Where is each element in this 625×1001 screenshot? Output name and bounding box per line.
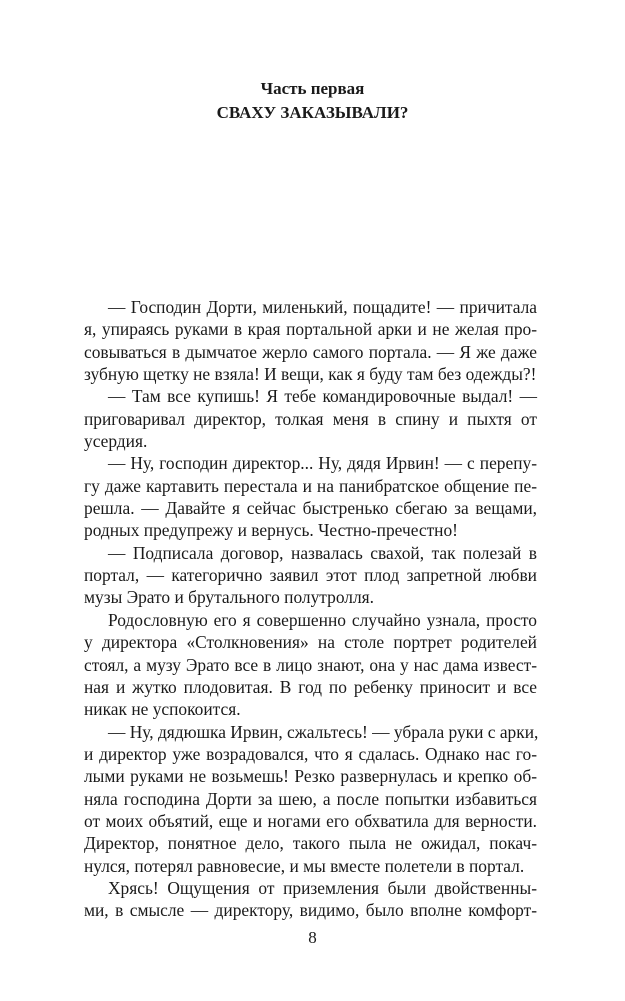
text-line: — Господин Дорти, миленький, пощадите! — причитала: [108, 297, 537, 317]
text-line: — Ну, дядюшка Ирвин, сжальтесь! — убрала руки с арки,: [108, 721, 539, 742]
text-line: ная и жутко плодовитая. В год по ребенку приносит и все: [84, 676, 537, 697]
text-line: ми, в смысле — директору, видимо, было вполне комфорт-: [84, 900, 537, 921]
part-label: Часть первая: [260, 79, 365, 98]
text-line: решла. — Давайте я сейчас быстренько сбегаю за вещами,: [84, 498, 537, 519]
body-text: [84, 296, 537, 922]
text-line: — Ну, господин директор... Ну, дядя Ирвин! — с перепу-: [108, 453, 537, 474]
text-line: портал, — категорично заявил этот плод запретной любви: [84, 565, 537, 586]
text-line: никак не успокоится.: [84, 699, 241, 720]
text-line: Хрясь! Ощущения от приземления были двойственны-: [108, 877, 537, 898]
text-line: гу даже картавить перестала и на панибратское общение пе-: [84, 475, 537, 496]
text-line: — Там все купишь! Я тебе командировочные выдал! —: [108, 386, 537, 407]
text-line: приговаривал директор, толкая меня в спину и пыхтя от: [84, 408, 537, 429]
text-line: родных предупрежу и вернусь. Честно-пречестно!: [84, 520, 458, 541]
text-line: я, упираясь руками в края портальной арки и не желая про-: [84, 319, 537, 340]
text-line: зубную щетку не взяла! И вещи, как я буду там без одежды?!: [84, 364, 537, 385]
text-line: стоял, а музу Эрато все в лицо знают, она у нас дама извест-: [84, 654, 537, 675]
text-line: музы Эрато и брутального полутролля.: [84, 587, 374, 608]
text-line: у директора «Столкновения» на столе портрет родителей: [84, 632, 537, 653]
page-number: 8: [308, 928, 317, 947]
text-line: нулся, потерял равновесие, и мы вместе полетели в портал.: [84, 855, 525, 876]
text-line: усердия.: [84, 431, 148, 452]
text-line: Директор, понятное дело, такого пыла не ожидал, покач-: [84, 833, 537, 854]
text-line: совываться в дымчатое жерло самого портала. — Я же даже: [84, 341, 537, 362]
chapter-title: СВАХУ ЗАКАЗЫВАЛИ?: [216, 103, 409, 122]
text-line: лыми руками не возьмешь! Резко развернулась и крепко об-: [84, 766, 537, 787]
text-line: Родословную его я совершенно случайно узнала, просто: [108, 609, 537, 630]
text-line: от моих объятий, еще и ногами его обхватила для верности.: [84, 810, 537, 831]
text-line: няла господина Дорти за шею, а после попытки избавиться: [84, 788, 537, 809]
text-line: — Подписала договор, назвалась свахой, так полезай в: [108, 542, 537, 563]
text-line: и директор уже возрадовался, что я сдалась. Однако нас го-: [84, 743, 537, 764]
